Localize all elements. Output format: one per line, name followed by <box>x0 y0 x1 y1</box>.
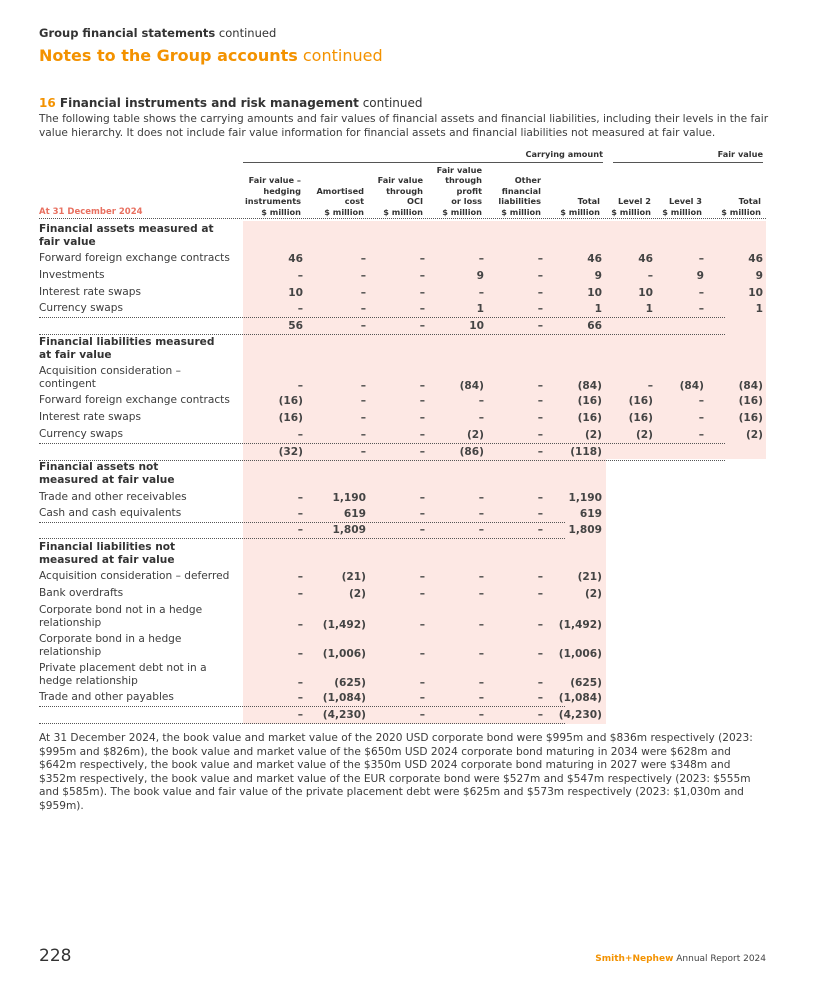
table-cell: 9 <box>476 270 484 282</box>
table-cell: – <box>537 508 543 520</box>
table-cell: (1,084) <box>558 692 602 704</box>
table-cell: (4,230) <box>322 709 366 721</box>
row-label: Currency swaps <box>39 302 124 314</box>
table-cell: 619 <box>579 508 602 520</box>
table-cell: – <box>360 446 366 458</box>
brand-name: Smith+Nephew <box>595 954 674 964</box>
group-header-fair: Fair value <box>613 149 763 163</box>
table-cell: (84) <box>577 380 602 392</box>
table-cell: 1 <box>645 303 653 315</box>
table-cell: 1,809 <box>332 524 366 536</box>
table-cell: – <box>647 270 653 282</box>
table-cell: – <box>297 619 303 631</box>
table-cell: 9 <box>755 270 763 282</box>
table-cell: 46 <box>748 253 763 265</box>
table-cell: (1,006) <box>558 648 602 660</box>
row-label: Trade and other receivables <box>39 491 187 503</box>
section-title-rest: continued <box>358 96 423 110</box>
table-cell: – <box>478 524 484 536</box>
table-cell: – <box>360 253 366 265</box>
table-cell: (4,230) <box>558 709 602 721</box>
table-cell: – <box>297 508 303 520</box>
table-cell: – <box>537 320 543 332</box>
table-cell: – <box>419 303 425 315</box>
table-rule <box>39 723 565 724</box>
running-header-rest: continued <box>215 26 277 40</box>
row-label: Corporate bond in a hedge relationship <box>39 633 182 658</box>
table-cell: – <box>419 320 425 332</box>
table-cell: – <box>360 303 366 315</box>
table-cell: (16) <box>278 412 303 424</box>
table-cell: (21) <box>341 571 366 583</box>
table-cell: – <box>419 524 425 536</box>
table-cell: – <box>297 429 303 441</box>
table-cell: 46 <box>288 253 303 265</box>
table-cell: (86) <box>459 446 484 458</box>
table-rule <box>39 538 565 539</box>
table-cell: – <box>419 508 425 520</box>
table-cell: (118) <box>570 446 602 458</box>
row-label: Interest rate swaps <box>39 286 141 298</box>
table-cell: – <box>537 270 543 282</box>
table-cell: – <box>698 429 704 441</box>
table-cell: – <box>419 270 425 282</box>
row-label: Trade and other payables <box>39 691 174 703</box>
table-cell: – <box>419 709 425 721</box>
group-header-carrying: Carrying amount <box>243 149 603 163</box>
table-cell: – <box>419 692 425 704</box>
table-cell: (2) <box>745 429 763 441</box>
table-cell: – <box>297 380 303 392</box>
table-cell: – <box>419 429 425 441</box>
report-footer <box>595 954 766 964</box>
table-cell: – <box>419 380 425 392</box>
table-cell: – <box>537 395 543 407</box>
table-cell: – <box>360 429 366 441</box>
table-cell: – <box>537 253 543 265</box>
table-cell: – <box>419 619 425 631</box>
table-rule <box>39 706 565 707</box>
table-cell: (2) <box>635 429 653 441</box>
table-cell: (625) <box>334 677 366 689</box>
page-number: 228 <box>39 946 72 966</box>
table-cell: – <box>698 287 704 299</box>
table-cell: – <box>297 524 303 536</box>
table-rule <box>39 522 565 523</box>
row-label: Private placement debt not in a hedge relationship <box>39 662 207 687</box>
column-header: Total $ million <box>721 196 761 217</box>
table-cell: 1,190 <box>332 492 366 504</box>
row-label: Financial assets not measured at fair value <box>39 461 175 486</box>
table-cell: – <box>537 380 543 392</box>
table-cell: 1,190 <box>568 492 602 504</box>
row-label: Forward foreign exchange contracts <box>39 394 230 406</box>
table-cell: 1 <box>476 303 484 315</box>
table-cell: – <box>297 303 303 315</box>
table-cell: – <box>419 677 425 689</box>
table-cell: – <box>478 287 484 299</box>
row-label: Financial liabilities measured at fair value <box>39 336 215 361</box>
table-cell: 10 <box>587 287 602 299</box>
table-cell: – <box>297 492 303 504</box>
report-name: Annual Report 2024 <box>673 954 766 964</box>
row-label: Acquisition consideration – contingent <box>39 365 181 390</box>
table-cell: – <box>537 287 543 299</box>
column-header: Fair value through profit or loss $ million <box>436 164 482 217</box>
table-cell: (16) <box>738 412 763 424</box>
table-cell: (21) <box>577 571 602 583</box>
table-cell: – <box>537 692 543 704</box>
table-cell: (2) <box>584 429 602 441</box>
table-cell: – <box>297 270 303 282</box>
table-cell: – <box>537 446 543 458</box>
table-cell: (625) <box>570 677 602 689</box>
table-cell: – <box>478 253 484 265</box>
table-cell: – <box>419 253 425 265</box>
table-cell: 56 <box>288 320 303 332</box>
table-cell: – <box>478 648 484 660</box>
table-cell: – <box>419 648 425 660</box>
page-title-rest: continued <box>297 46 383 65</box>
table-cell: – <box>360 380 366 392</box>
table-cell: – <box>478 619 484 631</box>
table-cell: – <box>360 412 366 424</box>
table-cell: 10 <box>288 287 303 299</box>
table-cell: (16) <box>577 412 602 424</box>
table-cell: (16) <box>628 412 653 424</box>
table-cell: – <box>297 709 303 721</box>
table-cell: 10 <box>748 287 763 299</box>
table-cell: – <box>537 588 543 600</box>
running-header <box>39 26 276 40</box>
table-cell: – <box>478 395 484 407</box>
table-cell: (16) <box>278 395 303 407</box>
table-cell: – <box>419 395 425 407</box>
column-header: Level 3 $ million <box>662 196 702 217</box>
row-label: Bank overdrafts <box>39 587 124 599</box>
table-cell: – <box>419 412 425 424</box>
table-cell: (16) <box>577 395 602 407</box>
table-cell: – <box>478 492 484 504</box>
section-intro: The following table shows the carrying amounts and fair values of financial assets and financial liabilities, including their levels in the fair value hierarchy. It does not include fair value information for financial assets and financial liabilities not measured at fair value. <box>39 113 769 139</box>
running-header-bold: Group financial statements <box>39 26 216 40</box>
row-label: Corporate bond not in a hedge relationship <box>39 604 203 629</box>
table-cell: (2) <box>348 588 366 600</box>
bond-values-note: At 31 December 2024, the book value and market value of the 2020 USD corporate bond were $995m and $836m respectively (2023: $995m and $826m), the book value and market value of the $650m USD 2024 corporate bond maturing in 2034 were $628m and $642m respectively, the book value and market value of the $350m USD 2024 corporate bond maturing in 2027 were $348m and $352m respectively, the book value and market value of the EUR corporate bond were $527m and $547m respectively (2023: $555m and $585m). The book value and fair value of the private placement debt were $625m and $573m respectively (2023: $1,030m and $959m). <box>39 732 753 812</box>
table-cell: – <box>419 571 425 583</box>
table-cell: – <box>297 571 303 583</box>
table-cell: (84) <box>679 380 704 392</box>
column-header: Total $ million <box>560 196 600 217</box>
table-cell: (1,006) <box>322 648 366 660</box>
column-header: Fair value – hedging instruments $ million <box>245 175 301 217</box>
table-cell: (1,492) <box>322 619 366 631</box>
table-cell: (1,492) <box>558 619 602 631</box>
table-cell: – <box>478 571 484 583</box>
table-cell: 10 <box>469 320 484 332</box>
row-label: Acquisition consideration – deferred <box>39 570 230 582</box>
table-cell: – <box>360 287 366 299</box>
table-rule <box>39 443 725 444</box>
table-cell: 10 <box>638 287 653 299</box>
table-cell: (16) <box>738 395 763 407</box>
table-cell: – <box>537 709 543 721</box>
table-cell: 66 <box>587 320 602 332</box>
table-cell: – <box>360 395 366 407</box>
table-cell: – <box>698 395 704 407</box>
row-label: Currency swaps <box>39 428 124 440</box>
table-cell: – <box>698 253 704 265</box>
column-header: Fair value through OCI $ million <box>377 175 423 217</box>
table-cell: 619 <box>343 508 366 520</box>
table-cell: – <box>297 648 303 660</box>
table-rule <box>39 334 725 335</box>
table-cell: – <box>537 303 543 315</box>
table-cell: 1 <box>755 303 763 315</box>
table-cell: (84) <box>459 380 484 392</box>
section-title-bold: Financial instruments and risk management <box>55 96 359 110</box>
table-cell: – <box>297 692 303 704</box>
page-title-bold: Notes to the Group accounts <box>39 46 298 65</box>
table-cell: 9 <box>696 270 704 282</box>
column-header: Level 2 $ million <box>611 196 651 217</box>
table-cell: – <box>478 508 484 520</box>
table-cell: – <box>478 692 484 704</box>
table-cell: – <box>537 524 543 536</box>
row-label: Financial liabilities not measured at fair value <box>39 541 176 566</box>
table-cell: – <box>419 287 425 299</box>
table-cell: – <box>537 648 543 660</box>
table-cell: – <box>478 709 484 721</box>
row-label: Investments <box>39 269 105 281</box>
table-cell: 1,809 <box>568 524 602 536</box>
table-cell: – <box>297 677 303 689</box>
row-label: Financial assets measured at fair value <box>39 223 214 248</box>
row-label: Interest rate swaps <box>39 411 141 423</box>
row-label: Cash and cash equivalents <box>39 507 182 519</box>
table-cell: – <box>478 412 484 424</box>
table-cell: 46 <box>638 253 653 265</box>
table-cell: – <box>419 446 425 458</box>
column-header: Amortised cost $ million <box>316 185 364 217</box>
table-cell: – <box>537 571 543 583</box>
table-cell: – <box>537 412 543 424</box>
table-cell: (1,084) <box>322 692 366 704</box>
table-cell: – <box>478 677 484 689</box>
table-cell: – <box>537 677 543 689</box>
section-title <box>39 96 422 110</box>
page-title <box>39 46 383 65</box>
row-label: Forward foreign exchange contracts <box>39 252 230 264</box>
table-cell: (84) <box>738 380 763 392</box>
table-cell: (2) <box>584 588 602 600</box>
table-cell: – <box>297 588 303 600</box>
table-cell: (2) <box>466 429 484 441</box>
table-cell: 1 <box>594 303 602 315</box>
table-cell: – <box>537 619 543 631</box>
table-cell: – <box>419 492 425 504</box>
table-cell: – <box>419 588 425 600</box>
table-cell: – <box>478 588 484 600</box>
column-header: Other financial liabilities $ million <box>498 175 541 217</box>
table-cell: – <box>360 270 366 282</box>
table-cell: – <box>647 380 653 392</box>
header-rule <box>39 218 766 219</box>
table-cell: (32) <box>278 446 303 458</box>
table-cell: 9 <box>594 270 602 282</box>
table-cell: – <box>537 429 543 441</box>
section-number: 16 <box>39 96 56 110</box>
table-cell: – <box>360 320 366 332</box>
table-cell: 46 <box>587 253 602 265</box>
table-cell: (16) <box>628 395 653 407</box>
table-cell: – <box>537 492 543 504</box>
table-cell: – <box>698 412 704 424</box>
table-cell: – <box>698 303 704 315</box>
table-rule <box>39 317 725 318</box>
table-date-label: At 31 December 2024 <box>39 207 143 217</box>
